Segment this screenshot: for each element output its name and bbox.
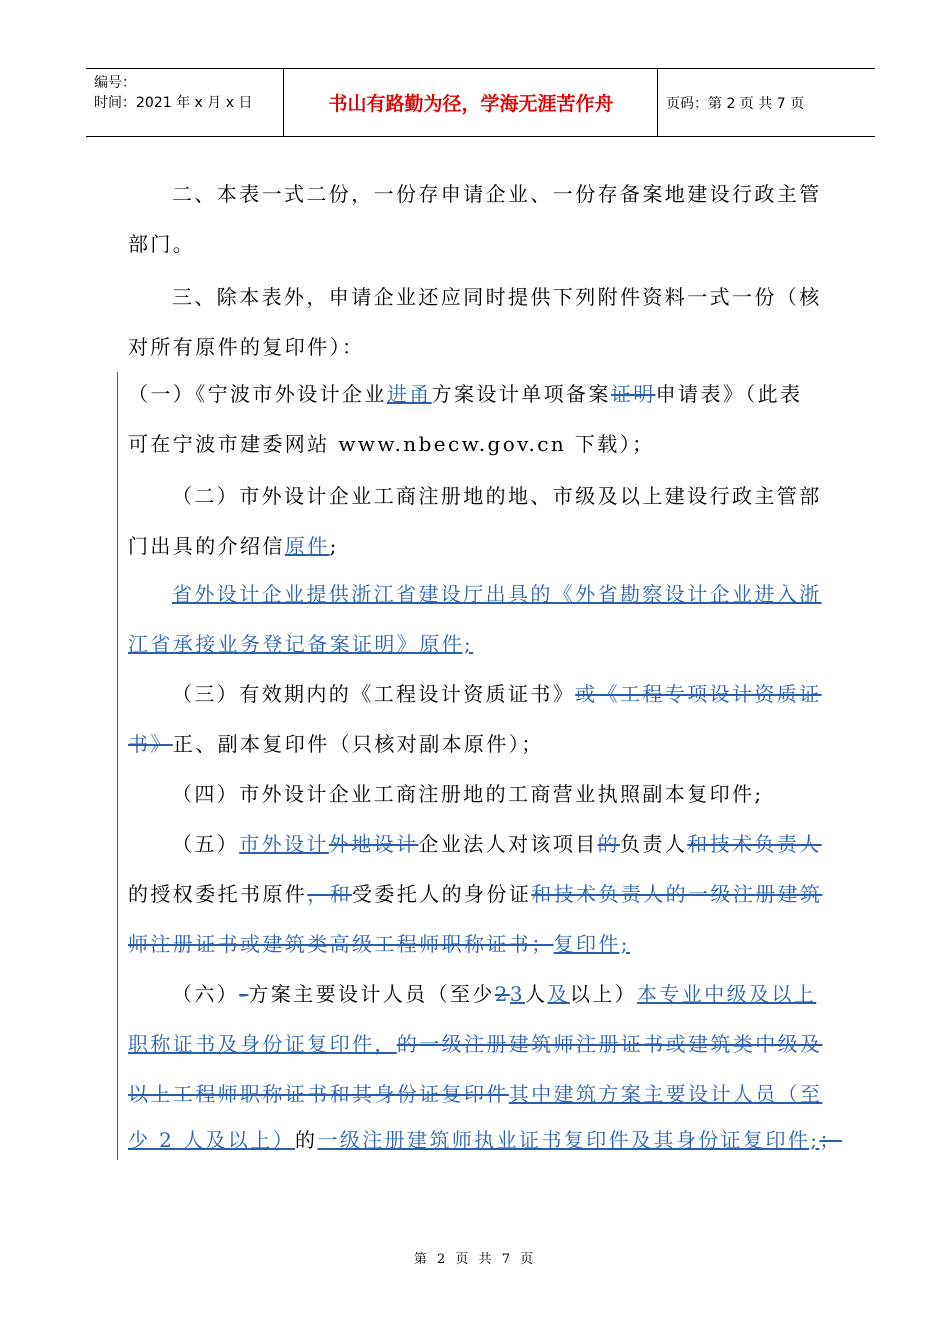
item-6-line-3 xyxy=(128,1080,822,1108)
insertion: 职称证书及身份证复印件， xyxy=(128,1032,397,1056)
deletion: 的一级注册建筑师注册证书或建筑类中级及 xyxy=(396,1032,823,1056)
deletion: 以上工程师职称证书和其身份证复印件 xyxy=(128,1082,509,1106)
revision-bar xyxy=(117,372,118,1160)
time-label: 时间：2021 年 x 月 x 日 xyxy=(94,95,253,111)
item-2-line-2: 门出具的介绍信原件; xyxy=(128,534,339,558)
item-4: （四）市外设计企业工商注册地的工商营业执照副本复印件; xyxy=(172,782,764,806)
paragraph-2-line-2: 部门。 xyxy=(128,232,196,256)
insertion: 少 2 人及以上） xyxy=(128,1128,296,1152)
item-2-line-1: （二）市外设计企业工商注册地的地、市级及以上建设行政主管部 xyxy=(172,484,822,508)
insertion: 复印件; xyxy=(553,932,630,956)
insertion: 3 xyxy=(509,982,526,1006)
paragraph-2-line-1: 二、本表一式二份，一份存申请企业、一份存备案地建设行政主管 xyxy=(172,182,822,206)
header-page-number: 页码：第 2 页 共 7 页 xyxy=(666,95,805,112)
insertion: 一级注册建筑师执业证书复印件及其身份证复印件; xyxy=(317,1128,820,1152)
inserted-paragraph-line-2: 江省承接业务登记备案证明》原件; xyxy=(128,632,474,656)
deletion: ，和 xyxy=(307,882,353,906)
page-header xyxy=(86,68,875,137)
item-6-line-4: 少 2 人及以上）的一级注册建筑师执业证书复印件及其身份证复印件;； xyxy=(128,1128,842,1152)
insertion: 市外设计 xyxy=(239,832,329,856)
item-3-line-2: 书》正、副本复印件（只核对副本原件）； xyxy=(128,732,544,756)
insertion: 其中建筑方案主要设计人员（至 xyxy=(508,1082,823,1106)
insertion: 本专业中级及以上 xyxy=(637,982,817,1006)
deletion: 和技术负责人的一级注册建筑 xyxy=(531,882,823,906)
item-5-line-2: 的授权委托书原件，和受委托人的身份证和技术负责人的一级注册建筑 xyxy=(128,882,823,906)
deletion: 外地设计 xyxy=(328,832,419,856)
item-1-line-1: （一）《宁波市外设计企业进甬方案设计单项备案证明申请表》（此表 xyxy=(128,382,803,406)
header-meta-cell xyxy=(86,69,284,136)
deletion: 和技术负责人 xyxy=(687,832,822,856)
deletion: 的 xyxy=(597,832,621,856)
insertion: 进甬 xyxy=(386,382,432,406)
deletion: 师注册证书或建筑类高级工程师职称证书； xyxy=(128,932,554,956)
insertion: 及 xyxy=(547,982,570,1006)
insertion: 原件 xyxy=(284,534,330,558)
item-1-line-2: 可在宁波市建委网站 www.nbecw.gov.cn 下载）； xyxy=(128,432,655,456)
deletion: 证明 xyxy=(610,382,656,406)
deletion: ； xyxy=(819,1128,842,1152)
number-label: 编号： xyxy=(94,75,136,91)
item-6-line-2 xyxy=(128,1030,822,1058)
header-motto: 书山有路勤为径，学海无涯苦作舟 xyxy=(285,69,658,136)
deletion: 书》 xyxy=(128,732,173,756)
page-footer: 第 2 页 共 7 页 xyxy=(413,1252,537,1267)
item-6-line-1: （六）-方案主要设计人员（至少23人及以上）本专业中级及以上 xyxy=(172,982,817,1006)
inserted-paragraph-line-1: 省外设计企业提供浙江省建设厅出具的《外省勘察设计企业进入浙 xyxy=(172,582,822,606)
deletion: 或《工程专项设计资质证 xyxy=(575,682,822,706)
deletion: - xyxy=(239,982,249,1006)
paragraph-3-line-1: 三、除本表外，申请企业还应同时提供下列附件资料一式一份（核 xyxy=(172,285,822,309)
item-5-line-1: （五）市外设计外地设计企业法人对该项目的负责人和技术负责人 xyxy=(172,832,822,856)
deletion: 2 xyxy=(494,982,510,1006)
item-5-line-3 xyxy=(128,930,630,958)
paragraph-3-line-2: 对所有原件的复印件）： xyxy=(128,335,365,359)
item-3-line-1: （三）有效期内的《工程设计资质证书》或《工程专项设计资质证 xyxy=(172,682,822,706)
